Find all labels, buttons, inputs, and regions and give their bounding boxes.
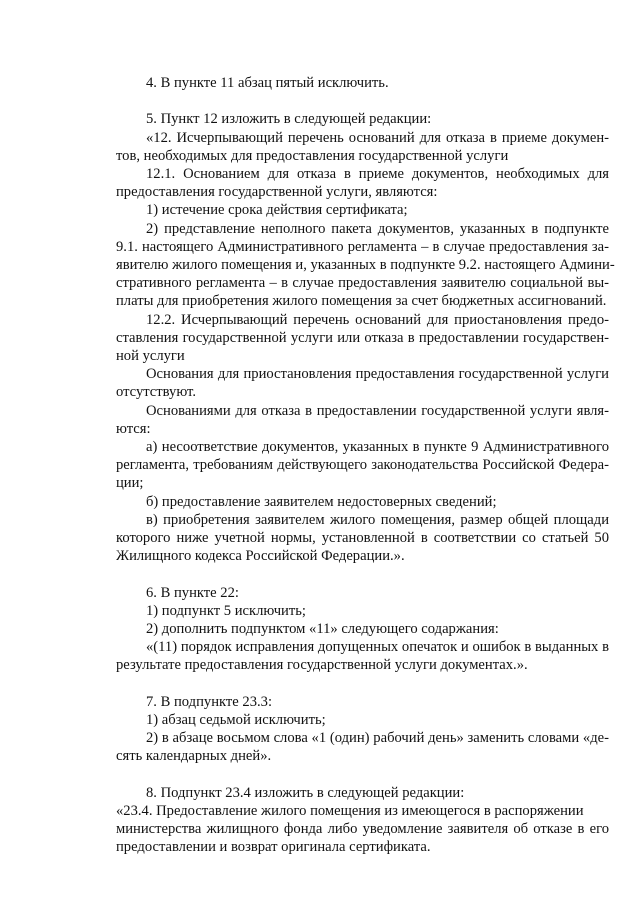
section-heading-line: 5. Пункт 12 изложить в следующей редакции: (146, 111, 432, 128)
text-line: стративного регламента – в случае предоставления заявителю социальной вы- (116, 275, 609, 292)
text-line: ции; (116, 475, 144, 492)
section-heading-line: 4. В пункте 11 абзац пятый исключить. (146, 75, 389, 91)
paragraph-gap (116, 92, 609, 110)
text-line: результате предоставления государственной услуги документах.». (116, 657, 528, 674)
text-line: платы для приобретения жилого помещения за счет бюджетных ассигнований. (116, 293, 607, 310)
text-line: «23.4. Предоставление жилого помещения из имеющегося в распоряжении (116, 803, 584, 820)
section-heading-line: 6. В пункте 22: (146, 584, 239, 601)
text-line: 12.2. Исчерпывающий перечень оснований для приостановления предо- (146, 311, 609, 328)
text-line: 1) подпункт 5 исключить; (146, 602, 306, 619)
text-line: 2) представление неполного пакета документов, указанных в подпункте (146, 220, 609, 237)
text-line: ются: (116, 420, 151, 437)
text-line: ной услуги (116, 348, 185, 365)
text-line: тов, необходимых для предоставления государственной услуги (116, 147, 509, 164)
text-line: 1) абзац седьмой исключить; (146, 712, 326, 729)
text-line: отсутствуют. (116, 384, 196, 401)
text-line: 2) дополнить подпунктом «11» следующего содаржания: (146, 621, 499, 638)
section-heading-line: 8. Подпункт 23.4 изложить в следующей редакции: (146, 784, 465, 801)
text-line: б) предоставление заявителем недостоверных сведений; (146, 493, 497, 510)
text-line: регламента, требованиям действующего законодательства Российской Федера- (116, 457, 609, 474)
paragraph-gap (116, 675, 609, 693)
text-line: 1) истечение срока действия сертификата; (146, 202, 408, 219)
text-line: ставления государственной услуги или отказа в предоставлении государствен- (116, 329, 609, 346)
paragraph-gap (116, 565, 609, 583)
text-line: 12.1. Основанием для отказа в приеме документов, необходимых для (146, 166, 609, 182)
text-line: Жилищного кодекса Российской Федерации.». (116, 548, 405, 565)
paragraph-gap (116, 766, 609, 784)
text-line: 2) в абзаце восьмом слова «1 (один) рабочий день» заменить словами «де- (146, 730, 609, 747)
text-line: министерства жилищного фонда либо уведомление заявителя об отказе в его (116, 821, 609, 838)
text-line: предоставлении и возврат оригинала сертификата. (116, 839, 431, 856)
text-line: Основания для приостановления предоставления государственной услуги (146, 366, 609, 383)
text-line: которого ниже учетной нормы, установленной в соответствии со статьей 50 (116, 530, 609, 547)
text-line: а) несоответствие документов, указанных в пункте 9 Административного (146, 439, 609, 456)
text-line: в) приобретения заявителем жилого помещения, размер общей площади (146, 511, 609, 528)
text-line: явителю жилого помещения и, указанных в подпункте 9.2. настоящего Админи- (116, 257, 615, 274)
text-line: сять календарных дней». (116, 748, 272, 765)
text-line: Основаниями для отказа в предоставлении государственной услуги явля- (146, 402, 609, 419)
text-line: «12. Исчерпывающий перечень оснований для отказа в приеме докумен- (146, 129, 609, 146)
text-line: 9.1. настоящего Административного регламента – в случае предоставления за- (116, 238, 609, 255)
section-heading-line: 7. В подпункте 23.3: (146, 693, 272, 710)
text-line: «(11) порядок исправления допущенных опечаток и ошибок в выданных в (146, 639, 609, 656)
text-line: предоставления государственной услуги, являются: (116, 184, 438, 201)
